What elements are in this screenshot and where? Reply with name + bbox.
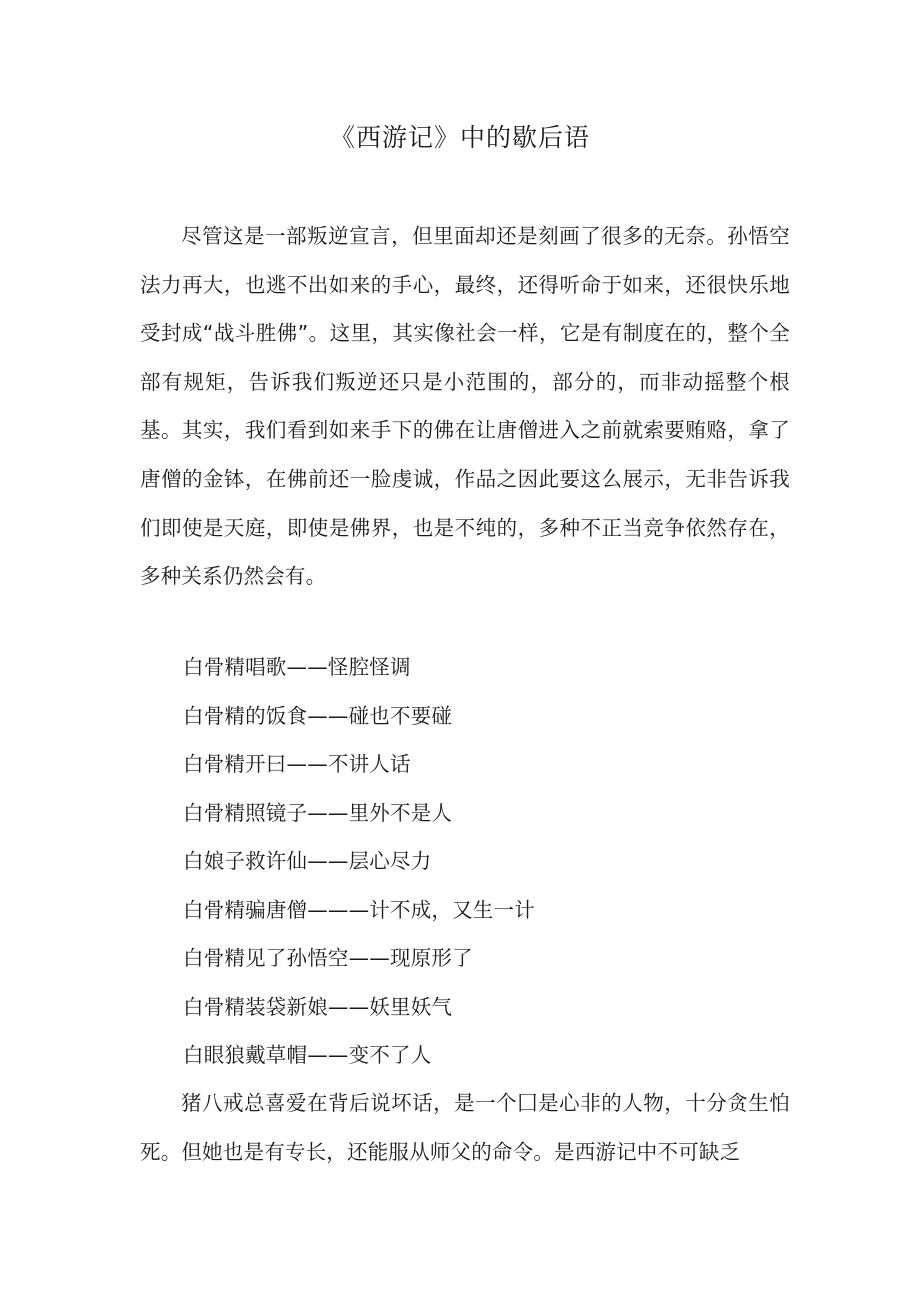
saying-item: 白骨精见了孙悟空——现原形了 bbox=[183, 946, 473, 970]
sayings-list bbox=[183, 643, 535, 1080]
saying-item: 白眼狼戴草帽——变不了人 bbox=[183, 1043, 432, 1067]
saying-item: 白骨精的饭食——碰也不要碰 bbox=[183, 703, 453, 728]
body-paragraph-2: 猪八戒总喜爱在背后说坏话，是一个囗是心非的人物，十分贪生怕死。但她也是有专长，还能服从师父的命令。是西游记中不可缺乏 bbox=[140, 1091, 790, 1164]
saying-item: 白骨精开曰——不讲人话 bbox=[183, 752, 411, 776]
document-title: 《西游记》中的歇后语 bbox=[329, 123, 590, 152]
saying-item: 白骨精照镜子——里外不是人 bbox=[183, 800, 453, 825]
saying-item: 白骨精装袋新娘——妖里妖气 bbox=[183, 994, 453, 1019]
saying-item: 白骨精唱歌——怪腔怪调 bbox=[183, 655, 411, 679]
saying-item: 白骨精骗唐僧———计不成，又生一计 bbox=[183, 897, 535, 922]
body-paragraph-1: 尽管这是一部叛逆宣言，但里面却还是刻画了很多的无奈。孙悟空法力再大，也逃不出如来的手心，最终，还得听命于如来，还很快乐地受封成“战斗胜佛”。这里，其实像社会一样，它是有制度在的，整个全部有规矩，告诉我们叛逆还只是小范围的，部分的，而非动摇整个根基。其实，我们看到如来手下的佛在让唐僧进入之前就索要贿赂，拿了唐僧的金钵，在佛前还一脸虔诚，作品之因此要这么展示，无非告诉我们即使是天庭，即使是佛界，也是不纯的，多种不正当竞争依然存在，多种关系仍然会有。 bbox=[140, 224, 790, 589]
saying-item: 白娘子救许仙——层心尽力 bbox=[183, 849, 432, 873]
